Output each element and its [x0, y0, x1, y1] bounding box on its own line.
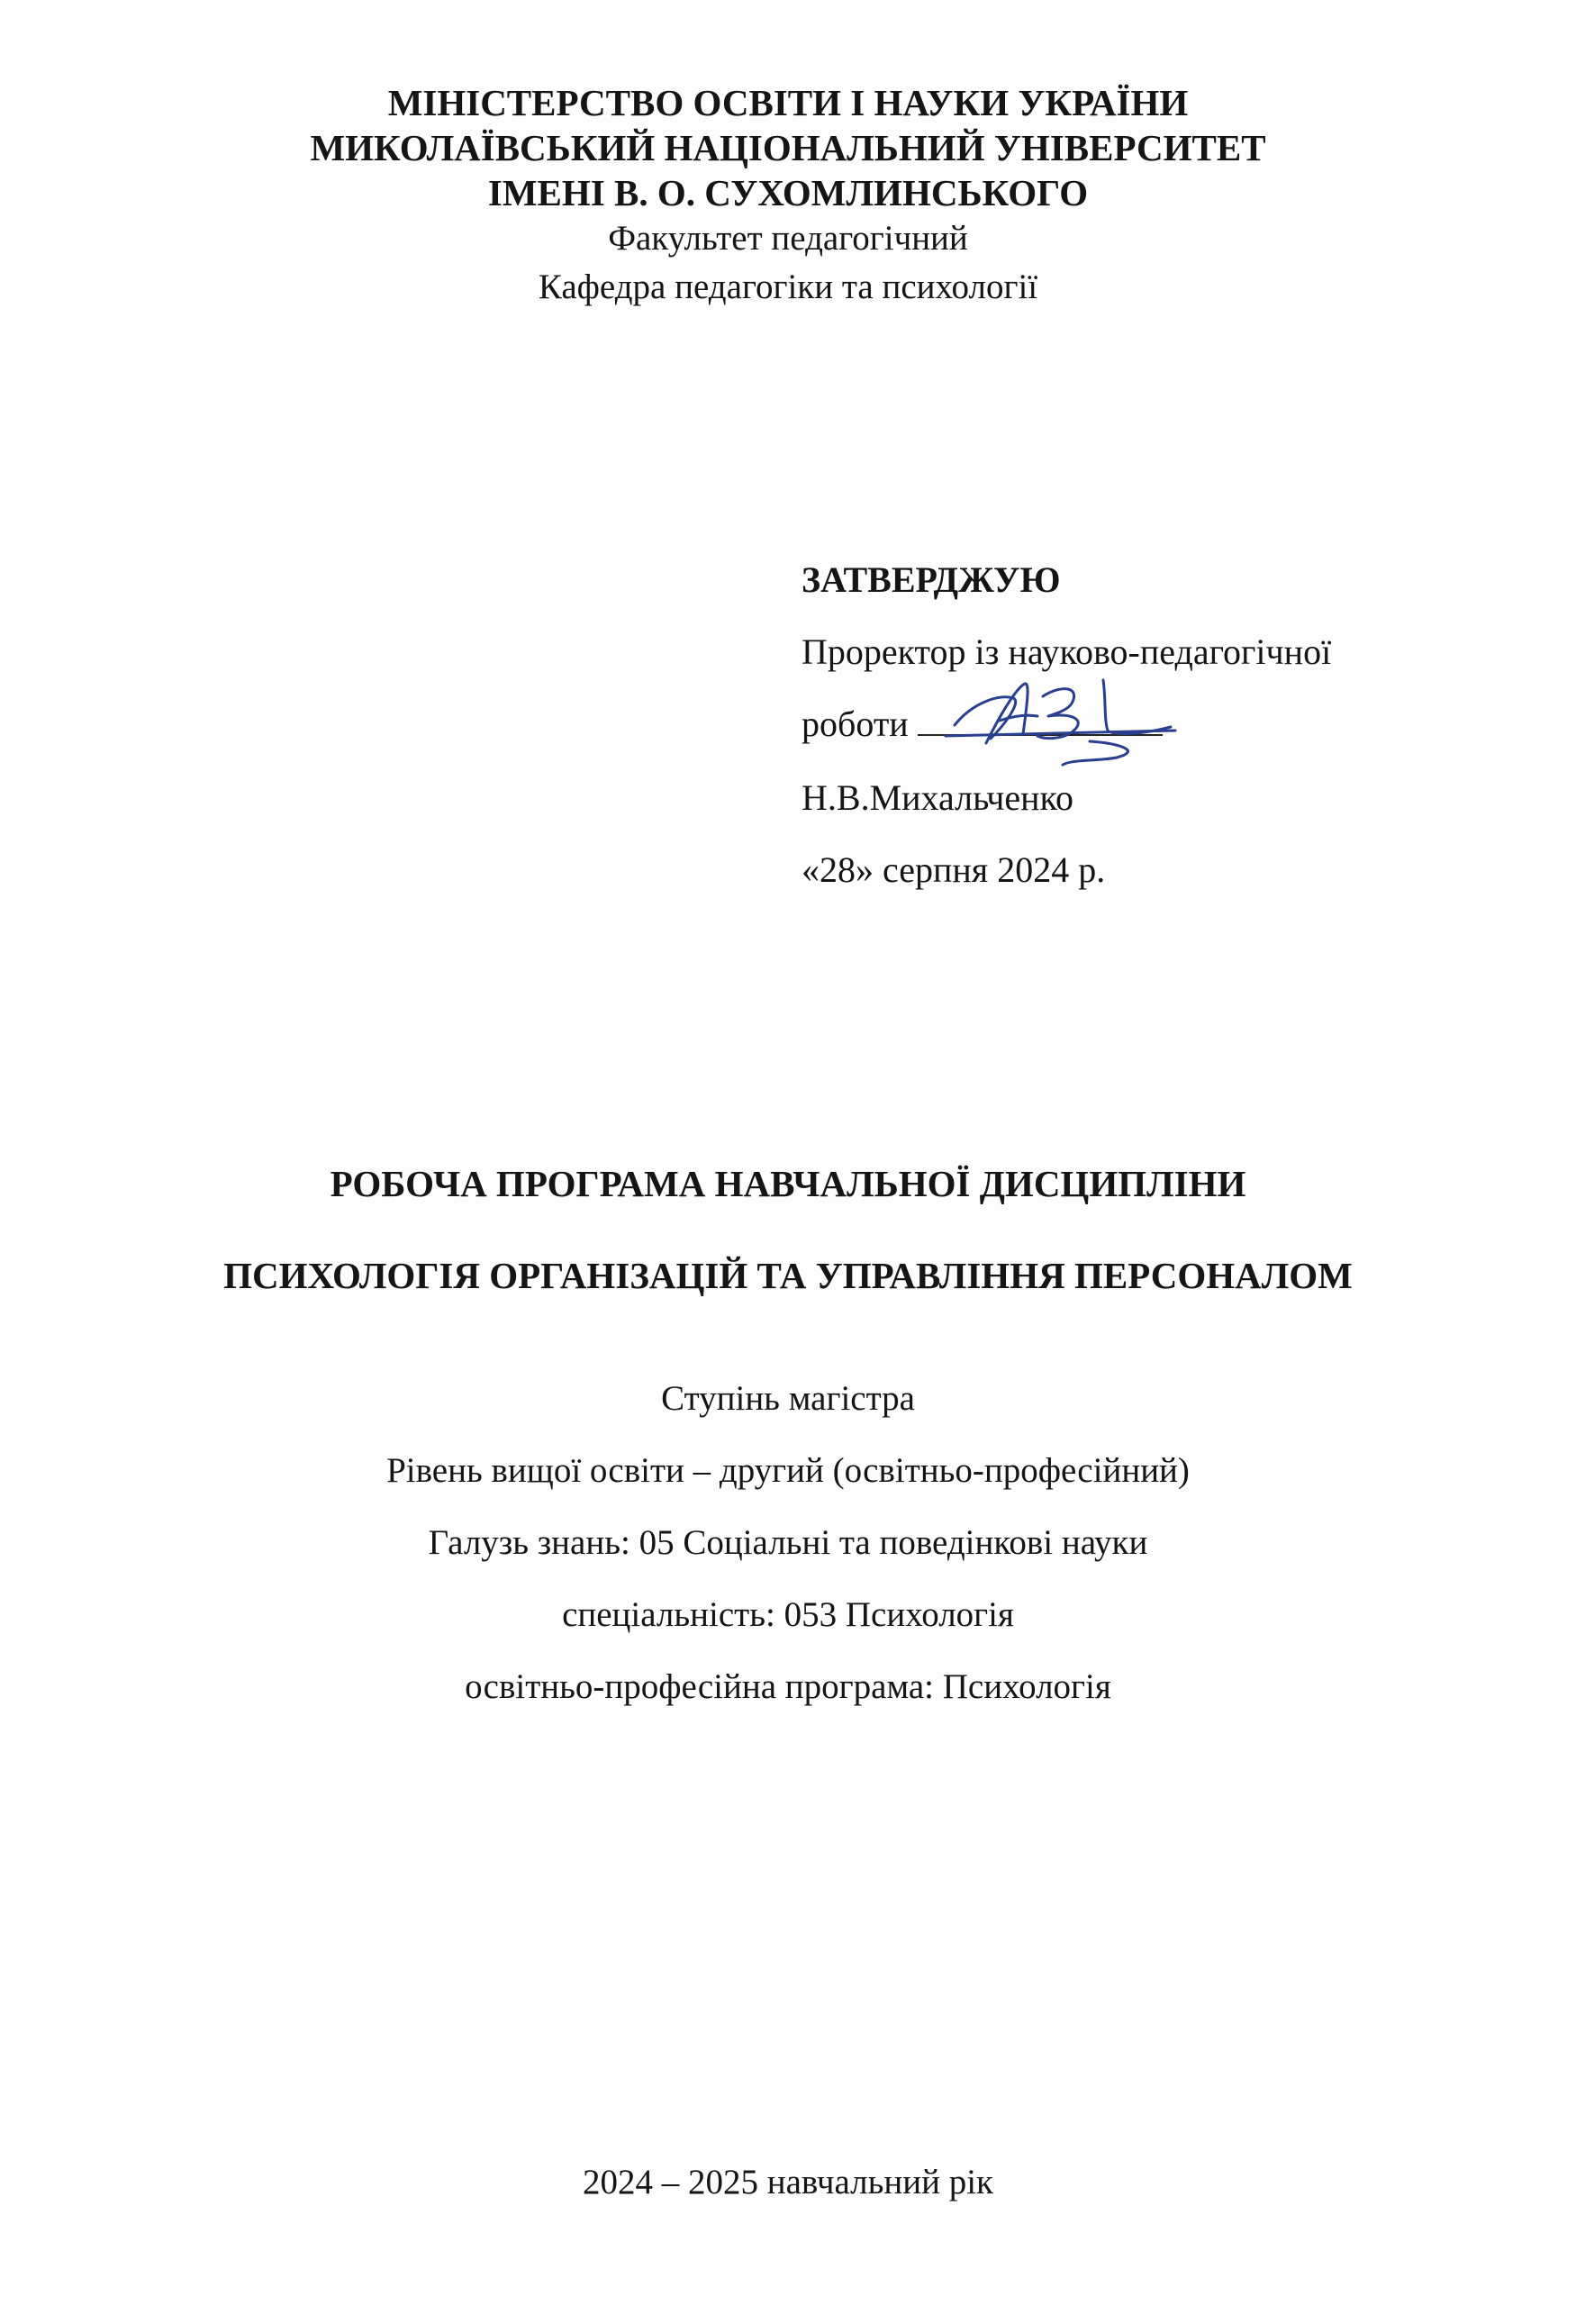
university-name-line2: ІМЕНІ В. О. СУХОМЛИНСЬКОГО	[487, 172, 1089, 213]
academic-year: 2024 – 2025 навчальний рік	[582, 2163, 994, 2201]
approver-position-line1: Проректор із науково-педагогічної	[802, 631, 1332, 672]
discipline-name: ПСИХОЛОГІЯ ОРГАНІЗАЦІЙ ТА УПРАВЛІННЯ ПЕРСОНАЛОМ	[223, 1255, 1353, 1296]
approval-date: «28» серпня 2024 р.	[802, 849, 1106, 890]
university-name-line1: МИКОЛАЇВСЬКИЙ НАЦІОНАЛЬНИЙ УНІВЕРСИТЕТ	[310, 127, 1266, 168]
handwritten-signature	[937, 671, 1189, 788]
field-of-knowledge: Галузь знань: 05 Соціальні та поведінкові науки	[428, 1523, 1148, 1562]
educational-program: освітньо-професійна програма: Психологія	[465, 1667, 1111, 1706]
department-name: Кафедра педагогіки та психології	[538, 268, 1038, 306]
approver-name: Н.В.Михальченко	[802, 777, 1073, 818]
approver-position-line2-text: роботи	[802, 704, 909, 744]
program-title: РОБОЧА ПРОГРАМА НАВЧАЛЬНОЇ ДИСЦИПЛІНИ	[330, 1163, 1246, 1204]
approval-heading: ЗАТВЕРДЖУЮ	[802, 559, 1061, 600]
specialty: спеціальність: 053 Психологія	[562, 1595, 1014, 1634]
faculty-name: Факультет педагогічний	[608, 219, 968, 258]
ministry-heading: МІНІСТЕРСТВО ОСВІТИ І НАУКИ УКРАЇНИ	[387, 82, 1189, 123]
degree: Ступінь магістра	[661, 1379, 915, 1418]
education-level: Рівень вищої освіти – другий (освітньо-професійний)	[386, 1451, 1190, 1490]
